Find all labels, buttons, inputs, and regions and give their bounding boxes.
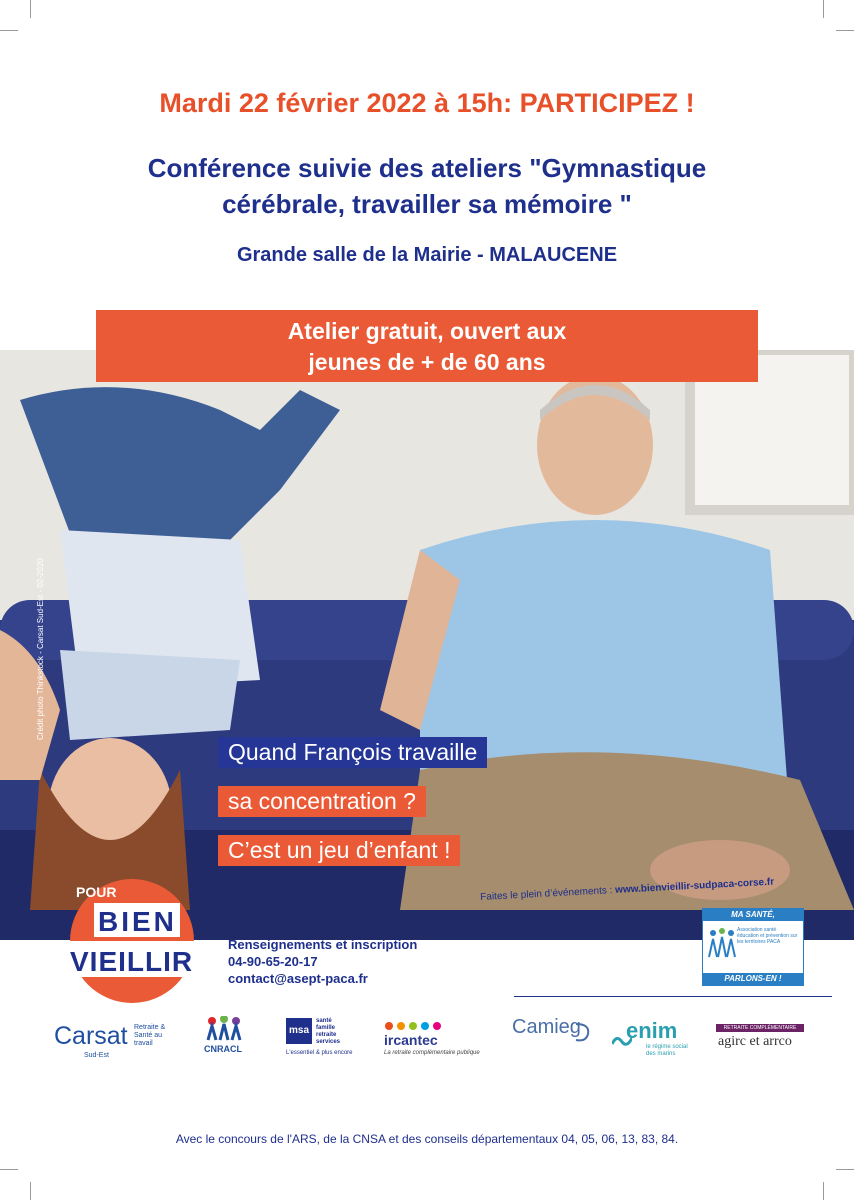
enim-logo bbox=[612, 1016, 696, 1066]
crop-mark bbox=[30, 0, 31, 18]
crop-mark bbox=[823, 1182, 824, 1200]
quote-line: Quand François travaille bbox=[218, 737, 487, 768]
camieg-name: Camieg bbox=[512, 1016, 581, 1038]
contact-title: Renseignements et inscription bbox=[228, 937, 418, 952]
website-link[interactable]: www.bienvieillir-sudpaca-corse.fr bbox=[614, 876, 775, 896]
camieg-swirl-icon bbox=[574, 1020, 592, 1044]
contact-block bbox=[228, 936, 417, 987]
banner-line: Atelier gratuit, ouvert aux bbox=[287, 318, 567, 344]
msa-mark: msa bbox=[286, 1018, 312, 1044]
banner-line: jeunes de + de 60 ans bbox=[308, 349, 546, 375]
crop-mark bbox=[836, 30, 854, 31]
enim-name: enim bbox=[626, 1018, 678, 1043]
conference-title-line: cérébrale, travailler sa mémoire " bbox=[222, 189, 632, 219]
msa-tag: L'essentiel & plus encore bbox=[286, 1050, 353, 1056]
logo-pour: POUR bbox=[76, 884, 117, 900]
contact-phone[interactable]: 04-90-65-20-17 bbox=[228, 954, 318, 969]
cnracl-name: CNRACL bbox=[204, 1044, 242, 1054]
conference-title-line: Conférence suivie des ateliers "Gymnastique bbox=[147, 153, 707, 183]
quote-line: sa concentration ? bbox=[218, 786, 426, 817]
photo-credit: Crédit photo Thinkstock - Carsat Sud-Est - 02-2020 bbox=[36, 558, 45, 740]
logo-bien: BIEN bbox=[98, 906, 177, 937]
footer-credits: Avec le concours de l'ARS, de la CNSA et des conseils départementaux 04, 05, 06, 13, 83, 84. bbox=[175, 1132, 679, 1146]
ma-sante-top: MA SANTÉ, bbox=[703, 909, 803, 921]
carsat-region: Sud-Est bbox=[84, 1052, 109, 1059]
enim-tag: le régime social des marins bbox=[646, 1044, 688, 1057]
crop-mark bbox=[0, 1169, 18, 1170]
crop-mark bbox=[0, 30, 18, 31]
conference-title bbox=[40, 150, 814, 222]
carsat-logo bbox=[54, 1016, 170, 1066]
ma-sante-bottom: PARLONS-EN ! bbox=[703, 973, 803, 985]
ircantec-name: ircantec bbox=[384, 1032, 438, 1048]
msa-words: santé famille retraite services bbox=[316, 1018, 341, 1045]
carsat-name: Carsat bbox=[54, 1022, 128, 1050]
people-icon bbox=[707, 927, 737, 961]
cnracl-figures-icon bbox=[204, 1016, 244, 1042]
agirc-arrco-logo bbox=[716, 1016, 808, 1066]
ma-sante-logo bbox=[702, 908, 804, 986]
msa-logo bbox=[286, 1016, 356, 1066]
crop-mark bbox=[823, 0, 824, 18]
ma-sante-text: Association santé éducation et prévention sur les territoires PACA bbox=[737, 927, 798, 945]
website-prefix: Faites le plein d’événements : bbox=[480, 884, 616, 903]
quote-line: C’est un jeu d’enfant ! bbox=[218, 835, 460, 866]
agirc-tag: RETRAITE COMPLÉMENTAIRE bbox=[716, 1024, 804, 1032]
ircantec-figures-icon bbox=[384, 1020, 444, 1032]
carsat-tag: Retraite & Santé au travail bbox=[134, 1024, 166, 1047]
logo-vieillir: VIEILLIR bbox=[70, 946, 194, 977]
ircantec-tag: La retraite complémentaire publique bbox=[384, 1050, 480, 1056]
crop-mark bbox=[836, 1169, 854, 1170]
venue: Grande salle de la Mairie - MALAUCENE bbox=[236, 244, 618, 266]
pour-bien-vieillir-logo bbox=[56, 875, 212, 1005]
logo-graphic bbox=[56, 875, 212, 1005]
event-date: Mardi 22 février 2022 à 15h: PARTICIPEZ ! bbox=[159, 88, 695, 118]
crop-mark bbox=[30, 1182, 31, 1200]
ircantec-logo bbox=[382, 1016, 482, 1066]
agirc-name: agirc et arrco bbox=[718, 1034, 792, 1049]
camieg-logo bbox=[512, 1016, 592, 1066]
enim-wave-icon bbox=[612, 1034, 632, 1048]
divider bbox=[514, 996, 832, 997]
cnracl-logo bbox=[198, 1016, 252, 1066]
free-workshop-banner bbox=[96, 310, 758, 382]
contact-email[interactable]: contact@asept-paca.fr bbox=[228, 971, 368, 986]
